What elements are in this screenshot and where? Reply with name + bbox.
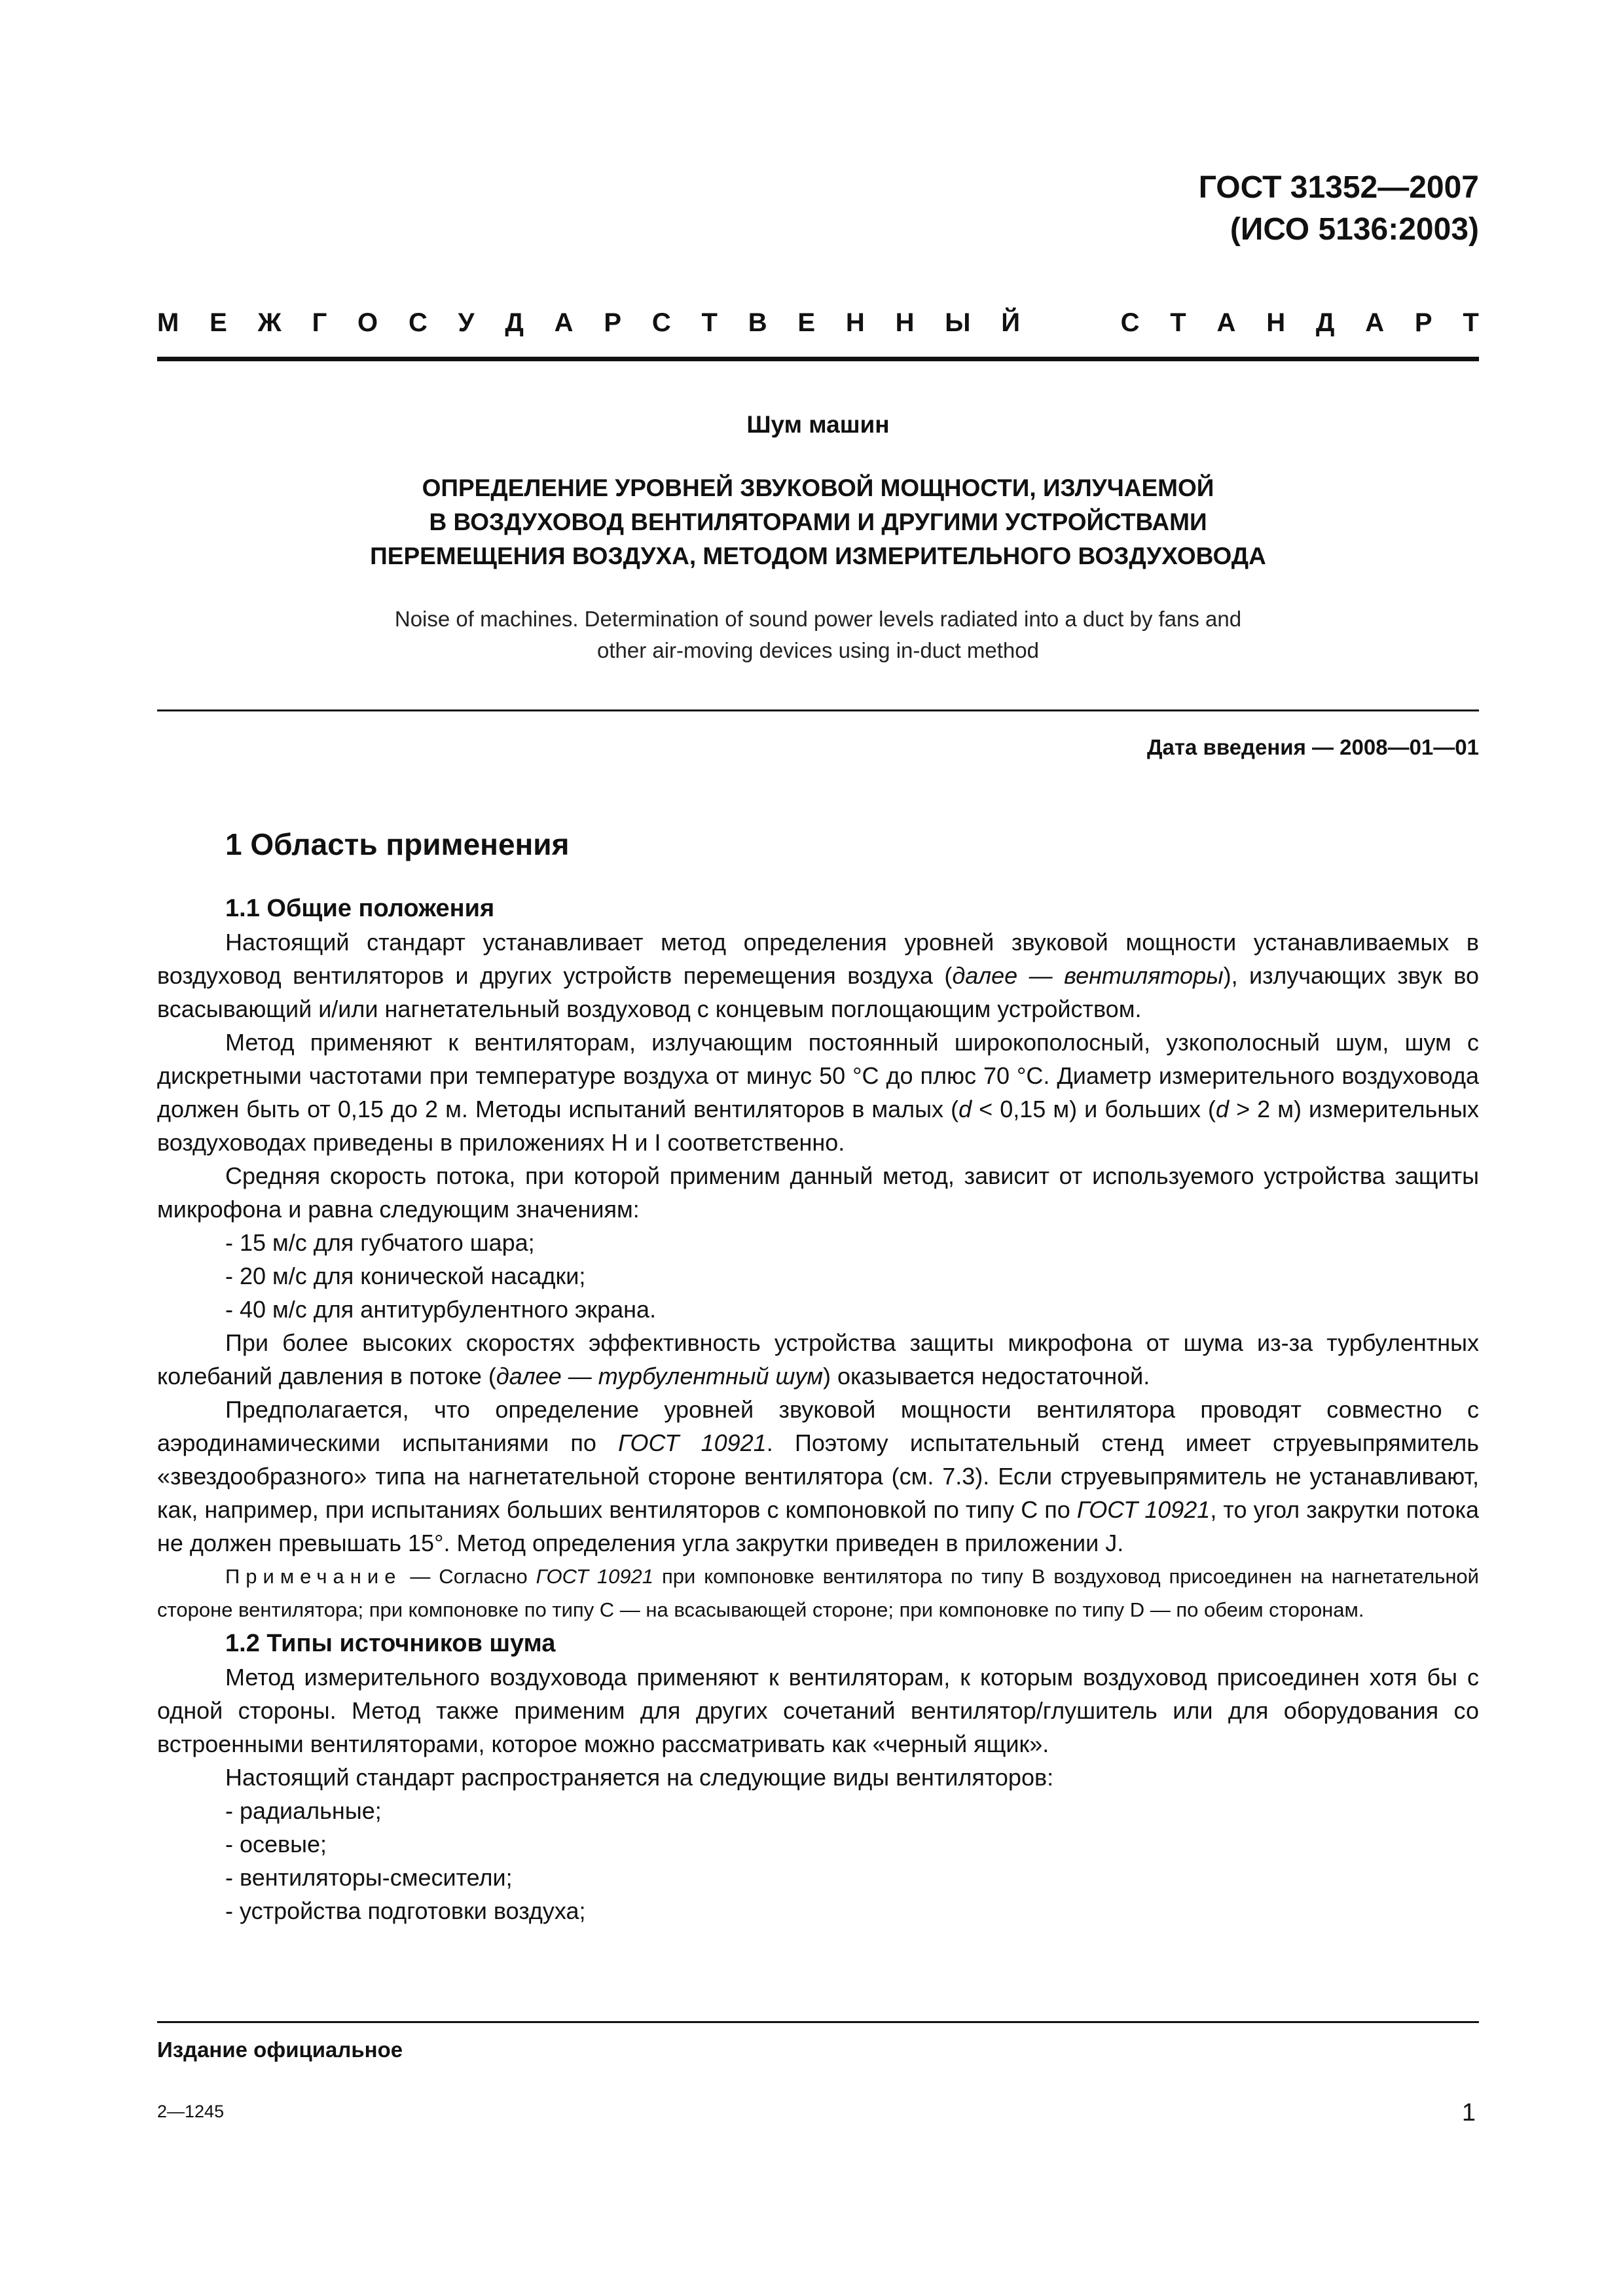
list-item: - радиальные;	[225, 1797, 382, 1824]
interstate-standard-banner	[157, 306, 1479, 339]
banner-letter: О	[357, 308, 378, 337]
text-run: при компоновке вентилятора по типу В воздуховод присоединен на нагнетательной стороне вентилятора; при компоновке по типу С — на всасывающей стороне; при компоновке по типу D — по обеим сторонам.	[157, 1565, 1479, 1621]
document-body	[157, 825, 1479, 1928]
list-item: - устройства подготовки воздуха;	[225, 1897, 586, 1924]
gost-reference: ГОСТ 10921	[618, 1429, 767, 1456]
italic-term: далее — вентиляторы	[952, 962, 1224, 989]
banner-letter: Ж	[257, 308, 282, 337]
banner-letter: С	[651, 308, 671, 337]
list-item: - 15 м/с для губчатого шара;	[225, 1229, 535, 1256]
banner-letter: Р	[604, 308, 622, 337]
banner-letter: С	[1120, 308, 1140, 337]
paragraph: Метод измерительного воздуховода применяют к вентиляторам, к которым воздуховод присоединен хотя бы с одной стороны. Метод также применим для других сочетаний вентилятор/глушитель или для оборудования со встроенными вентиляторами, которое можно рассматривать как «черный ящик».	[157, 1664, 1479, 1757]
title-rule	[157, 709, 1479, 711]
text-run: ), излучающих звук во всасывающий и/или нагнетательный воздуховод с концевым поглощающим устройством.	[157, 962, 1479, 1022]
note	[157, 1560, 1479, 1626]
banner-letter: Т	[1463, 308, 1479, 337]
document-subtitle: Шум машин	[746, 411, 890, 438]
text-run: Предполагается, что определение уровней звуковой мощности вентилятора проводят совместно с аэродинамическими испытаниями по	[157, 1396, 1479, 1456]
italic-symbol: d	[958, 1096, 972, 1122]
paragraph: Настоящий стандарт распространяется на следующие виды вентиляторов:	[225, 1764, 1054, 1791]
banner-letter: В	[748, 308, 767, 337]
text-run: ) оказывается недостаточной.	[823, 1363, 1150, 1390]
gost-number: ГОСТ 31352—2007	[1198, 170, 1479, 205]
list-item: - вентиляторы-смесители;	[225, 1864, 513, 1891]
banner-letter: Т	[701, 308, 718, 337]
subsection-heading-general: 1.1 Общие положения	[225, 895, 495, 922]
list-item: - 20 м/с для конической насадки;	[225, 1263, 586, 1289]
introduction-date: Дата введения — 2008—01—01	[1147, 735, 1479, 759]
paragraph	[157, 925, 1479, 1026]
paragraph	[157, 1393, 1479, 1560]
paragraph	[157, 1326, 1479, 1393]
italic-symbol: d	[1216, 1096, 1230, 1122]
title-line-3: ПЕРЕМЕЩЕНИЯ ВОЗДУХА, МЕТОДОМ ИЗМЕРИТЕЛЬНОГО ВОЗДУХОВОДА	[370, 543, 1266, 569]
banner-letter: Е	[797, 308, 816, 337]
english-title	[275, 603, 1361, 666]
gost-reference: ГОСТ 10921	[536, 1565, 654, 1588]
paragraph: Средняя скорость потока, при которой применим данный метод, зависит от используемого устройства защиты микрофона и равна следующим значениям:	[157, 1162, 1479, 1223]
iso-number: (ИСО 5136:2003)	[1230, 212, 1479, 247]
banner-letter: Д	[505, 308, 524, 337]
subsection-heading-noise-sources: 1.2 Типы источников шума	[225, 1630, 556, 1657]
header-rule	[157, 357, 1479, 361]
banner-letter: Р	[1414, 308, 1432, 337]
text-run: — Согласно	[410, 1565, 536, 1588]
banner-letter: А	[554, 308, 574, 337]
text-run: < 0,15 м) и больших (	[972, 1096, 1216, 1122]
banner-letter: Д	[1315, 308, 1335, 337]
note-label: Примечание	[225, 1565, 402, 1588]
gost-reference: ГОСТ 10921	[1076, 1496, 1211, 1523]
banner-word-gap	[1051, 306, 1090, 339]
italic-term: далее — турбулентный шум	[496, 1363, 824, 1390]
list-item: - осевые;	[225, 1831, 327, 1857]
banner-letter: М	[157, 308, 179, 337]
section-heading: 1 Область применения	[225, 827, 570, 861]
title-line-2: В ВОЗДУХОВОД ВЕНТИЛЯТОРАМИ И ДРУГИМИ УСТРОЙСТВАМИ	[429, 509, 1207, 535]
document-title	[157, 471, 1479, 573]
page-number: 1	[1461, 2099, 1476, 2126]
banner-letter: Й	[1001, 308, 1020, 337]
banner-letter: Г	[312, 308, 327, 337]
list-item: - 40 м/с для антитурбулентного экрана.	[225, 1296, 657, 1323]
banner-letter: Н	[895, 308, 915, 337]
banner-letter: Н	[1266, 308, 1286, 337]
title-line-1: ОПРЕДЕЛЕНИЕ УРОВНЕЙ ЗВУКОВОЙ МОЩНОСТИ, ИЗЛУЧАЕМОЙ	[422, 475, 1214, 501]
banner-letter: С	[408, 308, 428, 337]
text-run: > 2 м) измерительных воздуховодах приведены в приложениях Н и I соответственно.	[157, 1096, 1479, 1156]
footer-rule	[157, 2021, 1479, 2023]
text-run: Метод применяют к вентиляторам, излучающим постоянный широкополосный, узкополосный шум, шум с дискретными частотами при температуре воздуха от минус 50 °С до плюс 70 °С. Диаметр измерительного воздуховода должен быть от 0,15 до 2 м. Методы испытаний вентиляторов в малых (	[157, 1029, 1479, 1122]
banner-letter: А	[1216, 308, 1236, 337]
paragraph	[157, 1026, 1479, 1159]
banner-letter: А	[1365, 308, 1385, 337]
english-title-line-2: other air-moving devices using in-duct method	[596, 638, 1039, 662]
text-run: , то угол закрутки потока не должен превышать 15°. Метод определения угла закрутки приведен в приложении J.	[157, 1496, 1480, 1556]
print-code: 2—1245	[157, 2102, 225, 2121]
official-edition-label: Издание официальное	[157, 2037, 403, 2062]
banner-letter: Е	[210, 308, 227, 337]
banner-letter: Ы	[945, 308, 971, 337]
text-run: При более высоких скоростях эффективность устройства защиты микрофона от шума из-за турбулентных колебаний давления в потоке (	[157, 1329, 1479, 1390]
banner-letter: Н	[845, 308, 865, 337]
english-title-line-1: Noise of machines. Determination of sound power levels radiated into a duct by fans and	[394, 607, 1242, 631]
text-run: Настоящий стандарт устанавливает метод определения уровней звуковой мощности устанавливаемых в воздуховод вентиляторов и других устройств перемещения воздуха (	[157, 929, 1479, 989]
text-run: . Поэтому испытательный стенд имеет струевыпрямитель «звездообразного» типа на нагнетательной стороне вентилятора (см. 7.3). Если струевыпрямитель не устанавливают, как, например, при испытаниях больших вентиляторов с компоновкой по типу С по	[157, 1429, 1479, 1523]
banner-letter: Т	[1170, 308, 1186, 337]
banner-letter: У	[458, 308, 475, 337]
standard-number	[1199, 167, 1479, 251]
